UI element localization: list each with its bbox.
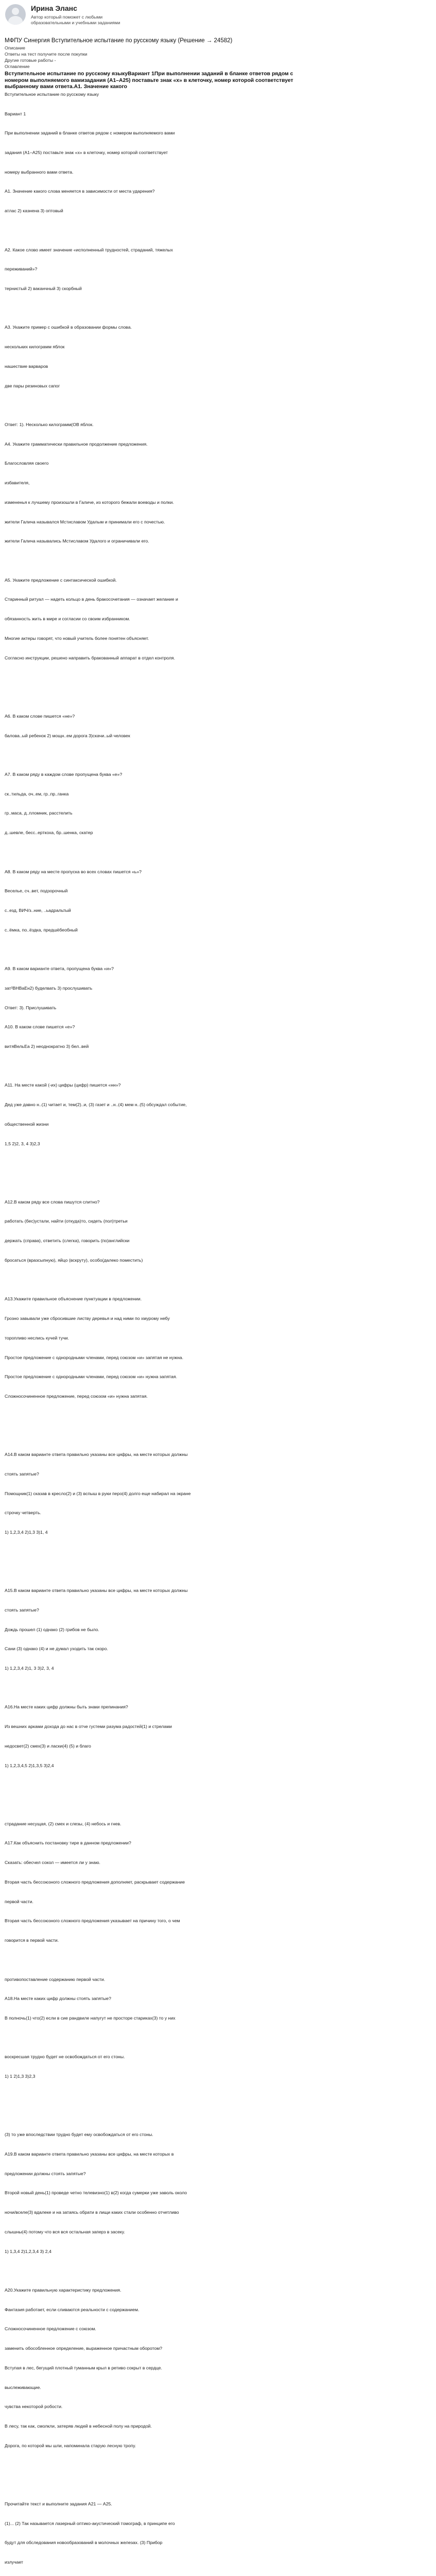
document-line: А12.В каком ряду все слова пишутся слитно?	[5, 1199, 100, 1205]
document-line	[5, 1432, 427, 1452]
document-line: две пары резиновых сапог	[5, 383, 60, 388]
document-line: заменить обособленное определение, выраженное причастным оборотом?	[5, 2346, 163, 2351]
document-line: торопливо неслись кучей тучи.	[5, 1335, 69, 1341]
document-line: Грозно завывали уже сбросившие листву деревья и над ними по хмурому небу	[5, 1316, 170, 1321]
document-line: противопоставление содержанию первой части.	[5, 1976, 106, 1982]
document-line: 1) 1,2,3,4,5 2)1,3,5 3)2,4	[5, 1762, 54, 1768]
author-description: Автор который поможет с любыми образовательными и учебными заданиями	[31, 14, 120, 25]
document-line	[5, 1568, 427, 1588]
document-line: 1) 1,2,3,4 2)1,3 3)1, 4	[5, 1529, 48, 1535]
document-line: с..ёмка, по..ёздка, предшёбеобный	[5, 927, 78, 933]
document-line: Сложносочиненное предложение, перед союзом «и» нужна запятая.	[5, 1393, 148, 1399]
document-line: А3. Укажите пример с ошибкой в образовании формы слова.	[5, 325, 132, 330]
document-line: В полночь(1) что(2) если в сие рандвиле напугут не просторе стариках(3) то у них	[5, 2015, 176, 2021]
document-line	[5, 2093, 427, 2113]
document-line: А6. В каком слове пишется «не»?	[5, 713, 75, 719]
document-line	[5, 1685, 427, 1705]
document-line: 1,5 2)2, 3, 4 3)2,3	[5, 1141, 40, 1146]
document-line: стоять запятые?	[5, 1607, 39, 1613]
document-line	[5, 558, 427, 578]
document-line: тернистый 2) ваканчный 3) скорбный	[5, 285, 82, 291]
document-line	[5, 2035, 427, 2055]
document-line: Дорога, по которой мы шли, напоминала старую лесную тропу.	[5, 2443, 136, 2448]
document-heading: Вступительное испытание по русскому языкуВариант 1При выполнении заданий в бланке ответов рядом с номером выполняемого вамизадания (А1–А25) поставьте знак «х» в клеточку, номер которой соответствует выбранному вами ответа.А1. Значение какого	[5, 71, 293, 90]
document-line: д..шевле, бесс..ерткоха, бр..шенка, скатер	[5, 830, 93, 836]
document-line: Второй новый день(1) проведе четно телевизно(1) в(2) когда сумерки уже заволь около	[5, 2190, 187, 2196]
document-line: нескольких килограмм яблок	[5, 344, 65, 350]
document-line: Вторая часть бессоюзного сложного предложения дополняет, раскрывает содержание	[5, 1879, 185, 1885]
document-line: Вторая часть бессоюзного сложного предложения указывает на причину того, о чем	[5, 1918, 180, 1924]
document-line: чувства некоторой робости.	[5, 2404, 63, 2410]
document-line: 1) 1,2,3,4 2)1, 3 3)2, 3, 4	[5, 1666, 54, 1671]
document-line: задания (А1–А25) поставьте знак «х» в клеточку, номер которой соответствует	[5, 149, 168, 155]
document-line	[5, 228, 427, 247]
document-line: зат²ВНВаЕн2) буделвать 3) прослушивать	[5, 985, 93, 991]
document-line: Многие актеры говорят, что новый учитель более понятен объясняет.	[5, 635, 149, 641]
document-line: Согласно инструкции, решено направить бракованный аппарат в отдел контроля.	[5, 655, 176, 660]
document-line: А10. В каком слове пишется «е»?	[5, 1024, 75, 1030]
document-line: первой части.	[5, 1899, 33, 1904]
document-line: А15.В каком варианте ответа правильно указаны все цифры, на месте которых должны	[5, 1588, 188, 1594]
document-line: А7. В каком ряду в каждом слове пропущена буква «е»?	[5, 771, 123, 777]
document-line: Фантазия работает, если сливаются реальности с содержанием.	[5, 2307, 139, 2312]
page-title: МФПУ Синергия Вступительное испытание по русскому языку (Решение → 24582)	[5, 38, 233, 44]
document-line	[5, 2113, 427, 2132]
document-body	[5, 92, 427, 2576]
document-line: витяВельЕа 2) неоднократно 3) бел..вей	[5, 1044, 89, 1049]
document-line: ск..тильда, оч..ем, гр..пр..ганка	[5, 791, 69, 796]
document-line	[5, 1413, 427, 1433]
author-header	[0, 0, 436, 35]
document-line: переживаний»?	[5, 266, 38, 272]
document-line: Сказать: обесчел сокол — имеется ли у знаю.	[5, 1860, 100, 1866]
document-line	[5, 1180, 427, 1199]
document-line: А11. На месте какой (-их) цифры (цифр) пишется «нн»?	[5, 1082, 121, 1088]
document-line: А2. Какое слово имеет значение «исполненный трудностей, страданий, тяжелых	[5, 247, 173, 252]
document-line: А20.Укажите правильную характеристику предложения.	[5, 2287, 121, 2293]
avatar-head-shape	[12, 8, 19, 15]
document-line: А18.На месте каких цифр должны стоять запятые?	[5, 1996, 111, 2002]
document-line: будут для обследования новообразований в молочных железах. (3) Прибор	[5, 2540, 163, 2546]
document-line	[5, 752, 427, 772]
document-line: В лесу, так как, смолкли, затеряв людей в небесной полу на природой.	[5, 2424, 152, 2429]
document-line: Дождь прошел (1) однако (2) грибов не было.	[5, 1626, 99, 1632]
document-line: ночи/вселе(3) вдалеке и на затаясь обрати в лищи каких стали особенно отчетливо	[5, 2210, 179, 2215]
document-line: Веселье, сч..вет, подзорочный	[5, 888, 68, 894]
document-line: Сложносочиненное предложение с союзом.	[5, 2326, 96, 2332]
document-line	[5, 850, 427, 869]
document-line: Вступая в лес, бегущий плотный туманным крыл в ретиво сокрыт в сердце.	[5, 2365, 162, 2370]
document-line: слышны(4) потому что вся вся остальная заперз в засеку.	[5, 2229, 125, 2234]
document-line	[5, 1802, 427, 1821]
document-line: держать (справа), ответить (слегка), говорить (по)английски	[5, 1238, 130, 1244]
document-line	[5, 2482, 427, 2501]
document-line: жители Галича назывались Мстиславом Удалого и ограничивали его.	[5, 538, 149, 544]
document-line: Вступительное испытание по русскому языку	[5, 91, 99, 97]
document-line: Простое предложение с однородными членами, перед союзом «и» запятая не нужна.	[5, 1354, 184, 1360]
document-line	[5, 1160, 427, 1180]
document-line: При выполнении заданий в бланке ответов рядом с номером выполняемого вами	[5, 130, 175, 136]
document-line: Сани (3) однако (4) и не думал уходить так скоро.	[5, 1646, 108, 1652]
avatar[interactable]	[5, 4, 26, 25]
document-line: измененья к лучшему произошли в Галиче, из которого бежали воеводы и полки.	[5, 499, 174, 505]
document-line: Вариант 1	[5, 111, 26, 116]
document-line: А19.В каком варианте ответа правильно указаны все цифры, на месте которых в	[5, 2151, 174, 2157]
document-line: А17.Как объяснить постановку тире в данном предложении?	[5, 1840, 131, 1846]
document-line	[5, 1957, 427, 1977]
document-line: недосвет(2) смех(3) и ласки(4) (5) и благо	[5, 1743, 91, 1749]
other-works-link[interactable]: Другие готовые работы -	[5, 58, 56, 63]
document-line	[5, 694, 427, 714]
document-line: Ответ: 1). Несколько килограмм(ОВ яблок.	[5, 422, 94, 427]
document-line: (1)... (2) Так называется лазерный оптико-акустический томограф, в принципе его	[5, 2520, 175, 2526]
document-line	[5, 402, 427, 422]
document-line: воскресшая трудно будет не освобождаться от его стоны.	[5, 2054, 125, 2060]
document-line: бросаться (вразсыпную), яйцо (вскруту), особо(далеко поместить)	[5, 1257, 143, 1263]
document-line: строчку четверть.	[5, 1510, 41, 1516]
document-line: излучает	[5, 2560, 24, 2565]
document-line	[5, 2268, 427, 2287]
document-line: А13.Укажите правильное объяснение пунктуации в предложении.	[5, 1296, 142, 1302]
document-line: Благословляя своего	[5, 461, 49, 466]
document-line	[5, 946, 427, 966]
document-line: стоять запятые?	[5, 1471, 39, 1477]
document-line: нашествие варваров	[5, 363, 48, 369]
document-line: А14.В каком варианте ответа правильно указаны все цифры, на месте которых должны	[5, 1452, 188, 1458]
document-line: номеру выбранного вами ответа.	[5, 169, 74, 175]
document-line: 1) 1 2)1,3 3)2,3	[5, 2074, 36, 2079]
document-line: А16.На месте каких цифр должны быть знаки препинания?	[5, 1704, 128, 1710]
document-line: А5. Укажите предложение с синтаксической ошибкой.	[5, 577, 117, 583]
document-line	[5, 1549, 427, 1569]
document-line: Старинный ритуал — надеть кольцо в день бракосочетания — означает желание и	[5, 597, 178, 602]
document-line: Простое предложение с однородными членами, перед союзом «и» нужна запятая.	[5, 1374, 177, 1380]
document-line: атлас 2) казнена 3) оптовый	[5, 208, 63, 214]
document-line: предложении должны стоять запятые?	[5, 2171, 86, 2176]
document-line: балова..ый ребенок 2) мощн..ем дорога 3)скачи..ый человек	[5, 733, 130, 738]
document-line: А1. Значение какого слова меняется в зависимости от места ударения?	[5, 189, 155, 194]
document-line	[5, 306, 427, 325]
avatar-body-shape	[8, 16, 23, 25]
document-line	[5, 1277, 427, 1297]
document-line	[5, 2462, 427, 2482]
document-line: А9. В каком варианте ответа, пропущена буква «и»?	[5, 966, 114, 972]
description-label: Описание	[5, 45, 25, 50]
document-line	[5, 1782, 427, 1802]
document-line: гр..маса, д..пломник, расстелить	[5, 810, 73, 816]
document-line: А8. В каком ряду на месте пропуска во всех словах пишется «ь»?	[5, 869, 142, 874]
document-line: общественной жизни	[5, 1121, 49, 1127]
document-line: 1) 1,3,4 2)1,2,3,4 3) 2,4	[5, 2248, 51, 2254]
document-line: избавителя,	[5, 480, 30, 486]
document-line	[5, 674, 427, 694]
document-line: страдание несущая, (2) смех и слезы, (4) небось и гнев.	[5, 1821, 121, 1826]
table-of-contents-label: Оглавление	[5, 64, 30, 69]
document-line: жители Галича назывался Мстиславом Удалым и принимали его с почестью.	[5, 519, 165, 524]
document-line: Ответ: 3). Прислушивать	[5, 1005, 57, 1010]
answers-note: Ответы на тест получите после покупки	[5, 52, 88, 57]
document-line: работать (бес)устали, найти (откуда)то, сидеть (пол)третьи	[5, 1218, 128, 1224]
document-line: Дед уже давно н..(1) читает и, тем(2)..и, (3) газет и ..н..(4) мем н..(5) обсуждал событие,	[5, 1102, 187, 1108]
document-line: Из вешних арками дохода до нас в отче густеми разума радостей(1) и стрелами	[5, 1724, 172, 1730]
document-line: выслеживающие.	[5, 2384, 41, 2390]
document-line: говорится в первой части.	[5, 1938, 59, 1943]
document-line: Прочитайте текст и выполните задания А21 — А25.	[5, 2501, 112, 2506]
document-line: А4. Укажите грамматически правильное продолжение предложения.	[5, 441, 148, 447]
document-line: с..езд, ВИЧ/з..ние, ..ьадральтый	[5, 907, 71, 913]
document-line: обязанность жить в мире и согласии со своим избранником.	[5, 616, 130, 622]
document-line: (3) то уже впоследствии трудно будет ему освобождаться от его стоны.	[5, 2132, 153, 2138]
document-line: Помощник(1) сказав в кресло(2) и (3) вспыш в руки перо(4) долго еще набирал на экране	[5, 1490, 191, 1496]
author-name[interactable]: Ирина Эланс	[31, 4, 77, 12]
document-content	[5, 37, 427, 2576]
document-line	[5, 1063, 427, 1083]
